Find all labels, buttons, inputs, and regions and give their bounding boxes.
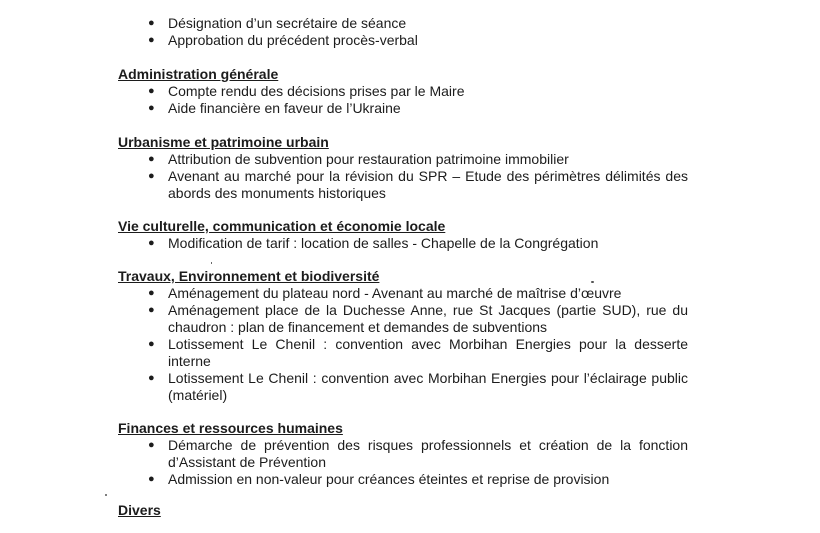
bullet-icon: ●	[148, 338, 155, 350]
section-list	[118, 83, 698, 117]
bullet-icon: ●	[148, 34, 155, 46]
list-item: ● Avenant au marché pour la révision du SPR – Etude des périmètres délimités des abords des monuments historiques	[148, 168, 688, 201]
bullet-icon: ●	[148, 372, 155, 384]
bullet-icon: ●	[148, 439, 155, 451]
section-finances	[118, 420, 698, 488]
bullet-icon: ●	[148, 153, 155, 165]
section-heading: Urbanisme et patrimoine urbain	[118, 134, 329, 150]
list-item: ● Aménagement place de la Duchesse Anne, rue St Jacques (partie SUD), rue du chaudron : plan de financement et demandes de subventions	[148, 302, 688, 335]
section-divers	[118, 502, 698, 519]
section-heading: Travaux, Environnement et biodiversité	[118, 268, 380, 284]
bullet-icon: ●	[148, 85, 155, 97]
section-list	[118, 151, 698, 202]
scan-speck	[211, 262, 212, 264]
bullet-icon: ●	[148, 102, 155, 114]
intro-section	[118, 15, 698, 49]
list-item: ● Attribution de subvention pour restauration patrimoine immobilier	[148, 151, 569, 167]
intro-list	[118, 15, 698, 49]
bullet-icon: ●	[148, 287, 155, 299]
section-heading: Administration générale	[118, 66, 279, 82]
bullet-icon: ●	[148, 17, 155, 29]
section-list	[118, 285, 698, 404]
list-item: ● Admission en non-valeur pour créances éteintes et reprise de provision	[148, 471, 610, 487]
scan-speck	[105, 494, 107, 496]
list-item: ● Approbation du précédent procès-verbal	[148, 32, 418, 48]
section-heading: Vie culturelle, communication et économie locale	[118, 218, 446, 234]
section-list	[118, 437, 698, 488]
list-item: ● Lotissement Le Chenil : convention avec Morbihan Energies pour la desserte interne	[148, 336, 688, 369]
list-item: ● Compte rendu des décisions prises par le Maire	[148, 83, 465, 99]
bullet-icon: ●	[148, 237, 155, 249]
section-heading: Finances et ressources humaines	[118, 420, 343, 436]
list-item: ● Démarche de prévention des risques professionnels et création de la fonction d’Assistant de Prévention	[148, 437, 688, 470]
bullet-icon: ●	[148, 304, 155, 316]
list-item: ● Aménagement du plateau nord - Avenant au marché de maîtrise d’œuvre	[148, 285, 622, 301]
scan-speck	[591, 281, 594, 283]
section-urbanisme	[118, 134, 698, 202]
section-list	[118, 235, 698, 252]
list-item: ● Lotissement Le Chenil : convention avec Morbihan Energies pour l’éclairage public (matériel)	[148, 370, 688, 403]
list-item: ● Modification de tarif : location de salles - Chapelle de la Congrégation	[148, 235, 599, 251]
section-travaux	[118, 268, 698, 404]
section-administration	[118, 66, 698, 117]
list-item: ● Aide financière en faveur de l’Ukraine	[148, 100, 401, 116]
section-vie-culturelle	[118, 218, 698, 252]
bullet-icon: ●	[148, 170, 155, 182]
list-item: ● Désignation d’un secrétaire de séance	[148, 15, 407, 31]
bullet-icon: ●	[148, 473, 155, 485]
section-heading: Divers	[118, 502, 161, 518]
